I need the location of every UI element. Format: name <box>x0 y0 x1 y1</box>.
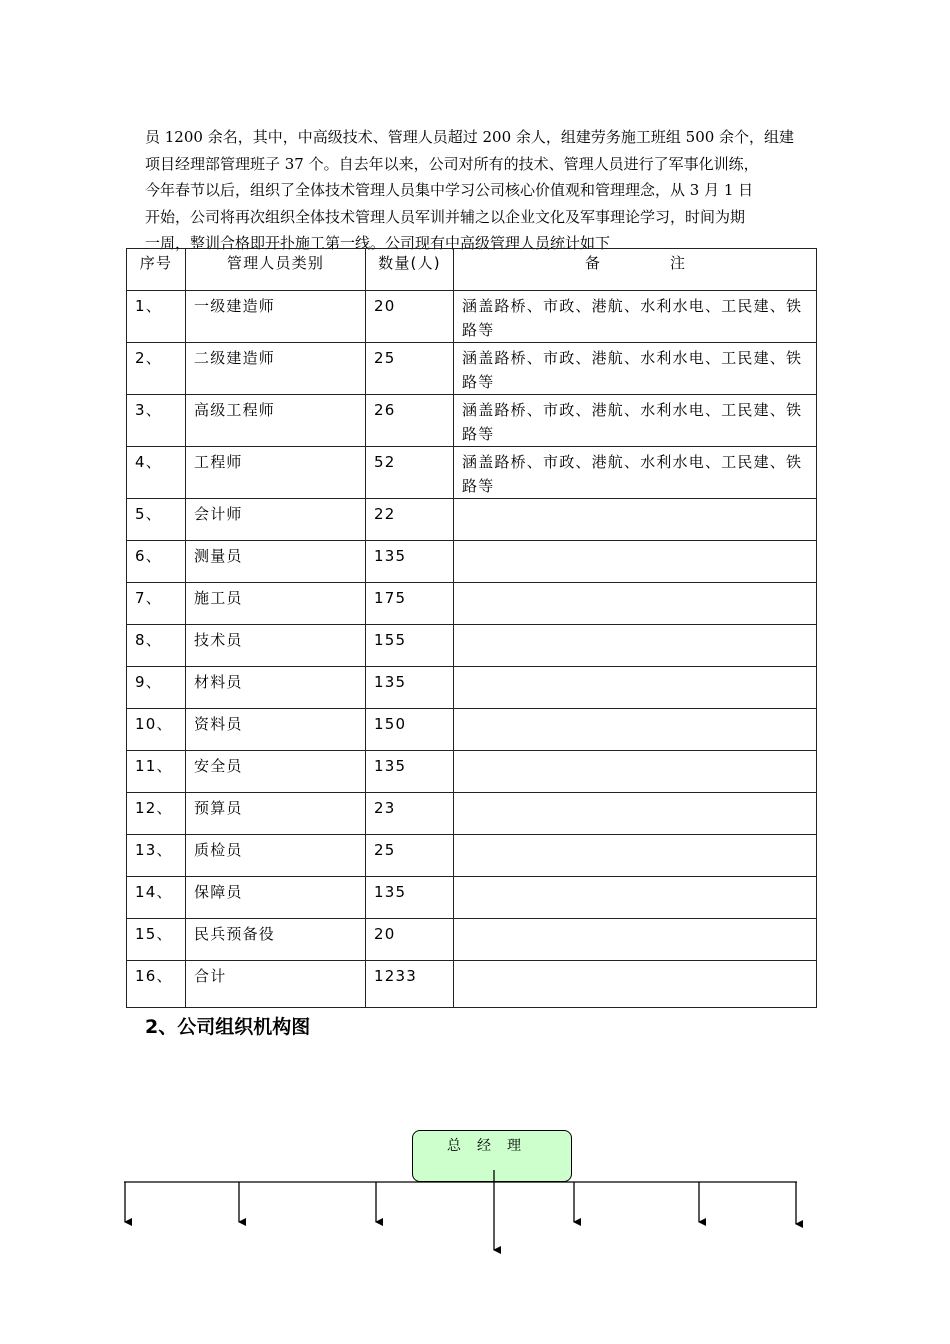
cell-note <box>454 541 817 583</box>
cell-category: 测量员 <box>186 541 366 583</box>
cell-category: 技术员 <box>186 625 366 667</box>
table-row <box>127 919 817 961</box>
cell-count: 135 <box>366 751 454 793</box>
header-count: 数量(人) <box>366 249 454 291</box>
cell-note: 涵盖路桥、市政、港航、水利水电、工民建、铁路等 <box>454 291 817 343</box>
staff-statistics-table <box>126 248 817 1008</box>
cell-count: 52 <box>366 447 454 499</box>
cell-count: 25 <box>366 835 454 877</box>
table-row <box>127 877 817 919</box>
cell-note <box>454 793 817 835</box>
cell-count: 1233 <box>366 961 454 1008</box>
table-row <box>127 709 817 751</box>
cell-seq: 7、 <box>127 583 186 625</box>
header-note <box>454 249 817 291</box>
cell-note <box>454 583 817 625</box>
table-row <box>127 343 817 395</box>
cell-seq: 9、 <box>127 667 186 709</box>
cell-category: 资料员 <box>186 709 366 751</box>
cell-seq: 15、 <box>127 919 186 961</box>
intro-paragraph <box>145 124 809 257</box>
cell-count: 175 <box>366 583 454 625</box>
table-row <box>127 835 817 877</box>
intro-line: 今年春节以后，组织了全体技术管理人员集中学习公司核心价值观和管理理念，从 3 月 1 日 <box>145 181 754 199</box>
cell-seq: 2、 <box>127 343 186 395</box>
table-row <box>127 793 817 835</box>
cell-seq: 5、 <box>127 499 186 541</box>
cell-note <box>454 709 817 751</box>
table-row <box>127 499 817 541</box>
cell-category: 安全员 <box>186 751 366 793</box>
table-row <box>127 625 817 667</box>
cell-note <box>454 919 817 961</box>
cell-seq: 10、 <box>127 709 186 751</box>
table-row <box>127 447 817 499</box>
cell-category: 施工员 <box>186 583 366 625</box>
cell-note <box>454 751 817 793</box>
cell-count: 20 <box>366 291 454 343</box>
cell-seq: 12、 <box>127 793 186 835</box>
section-heading: 2、公司组织机构图 <box>145 1016 311 1038</box>
cell-note <box>454 499 817 541</box>
cell-count: 23 <box>366 793 454 835</box>
cell-count: 135 <box>366 667 454 709</box>
cell-category: 二级建造师 <box>186 343 366 395</box>
cell-count: 150 <box>366 709 454 751</box>
header-seq: 序号 <box>127 249 186 291</box>
cell-note <box>454 835 817 877</box>
table-row <box>127 541 817 583</box>
table-row <box>127 291 817 343</box>
table-row <box>127 583 817 625</box>
intro-line: 一周，整训合格即开扑施工第一线。公司现有中高级管理人员统计如下 <box>145 234 611 252</box>
cell-category: 保障员 <box>186 877 366 919</box>
cell-note: 涵盖路桥、市政、港航、水利水电、工民建、铁路等 <box>454 343 817 395</box>
cell-note <box>454 625 817 667</box>
cell-seq: 13、 <box>127 835 186 877</box>
table-header-row <box>127 249 817 291</box>
cell-count: 25 <box>366 343 454 395</box>
cell-note <box>454 667 817 709</box>
header-note-b: 注 <box>670 254 686 272</box>
cell-seq: 8、 <box>127 625 186 667</box>
cell-category: 工程师 <box>186 447 366 499</box>
cell-note <box>454 961 817 1008</box>
cell-category: 质检员 <box>186 835 366 877</box>
cell-category: 预算员 <box>186 793 366 835</box>
intro-line: 开始，公司将再次组织全体技术管理人员军训并辅之以企业文化及军事理论学习，时间为期 <box>145 207 746 226</box>
cell-note: 涵盖路桥、市政、港航、水利水电、工民建、铁路等 <box>454 395 817 447</box>
table-row <box>127 751 817 793</box>
cell-seq: 14、 <box>127 877 186 919</box>
cell-seq: 1、 <box>127 291 186 343</box>
cell-count: 22 <box>366 499 454 541</box>
cell-category: 高级工程师 <box>186 395 366 447</box>
cell-count: 135 <box>366 877 454 919</box>
header-category: 管理人员类别 <box>186 249 366 291</box>
table-row <box>127 667 817 709</box>
cell-seq: 3、 <box>127 395 186 447</box>
cell-seq: 11、 <box>127 751 186 793</box>
table-row <box>127 395 817 447</box>
intro-line: 项目经理部管理班子 37 个。自去年以来，公司对所有的技术、管理人员进行了军事化训练， <box>145 154 759 173</box>
table-body <box>127 291 817 1008</box>
cell-category: 合计 <box>186 961 366 1008</box>
table-row <box>127 961 817 1008</box>
cell-count: 20 <box>366 919 454 961</box>
cell-category: 材料员 <box>186 667 366 709</box>
cell-category: 会计师 <box>186 499 366 541</box>
cell-seq: 4、 <box>127 447 186 499</box>
intro-line: 员 1200 余名，其中，中高级技术、管理人员超过 200 余人，组建劳务施工班组 500 余个，组建 <box>145 128 795 146</box>
cell-seq: 6、 <box>127 541 186 583</box>
header-note-a: 备 <box>584 254 600 272</box>
cell-count: 135 <box>366 541 454 583</box>
cell-category: 民兵预备役 <box>186 919 366 961</box>
org-chart-connectors <box>0 1170 950 1260</box>
cell-category: 一级建造师 <box>186 291 366 343</box>
cell-note <box>454 877 817 919</box>
general-manager-label: 总经理 <box>447 1138 537 1154</box>
cell-count: 26 <box>366 395 454 447</box>
cell-seq: 16、 <box>127 961 186 1008</box>
cell-note: 涵盖路桥、市政、港航、水利水电、工民建、铁路等 <box>454 447 817 499</box>
cell-count: 155 <box>366 625 454 667</box>
